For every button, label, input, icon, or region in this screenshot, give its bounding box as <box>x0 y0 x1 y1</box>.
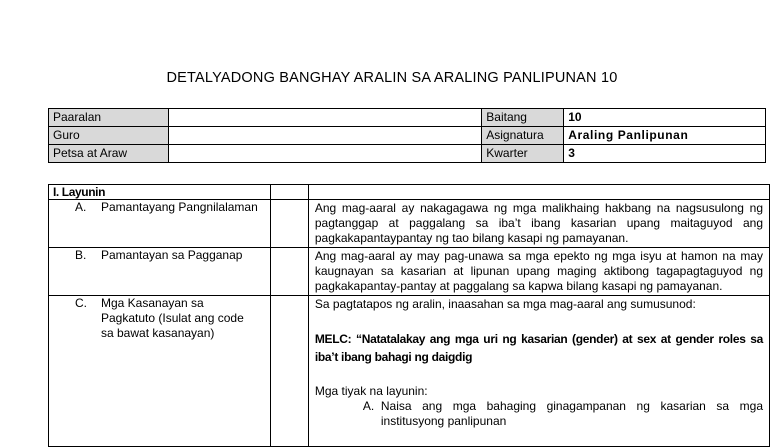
empty-cell <box>270 185 308 200</box>
table-row <box>49 296 770 447</box>
melc-text: MELC: “Natatalakay ang mga uri ng kasarian (gender) at sex at gender roles sa iba’t ibang bahagi ng daigdig <box>314 332 763 364</box>
info-table <box>48 108 766 163</box>
table-row <box>49 248 770 296</box>
table-row <box>49 109 766 127</box>
document-title: DETALYADONG BANGHAY ARALIN SA ARALING PANLIPUNAN 10 <box>166 70 618 86</box>
asignatura-label: Asignatura <box>482 127 564 145</box>
tiyak-heading: Mga tiyak na layunin: <box>314 384 428 398</box>
row-b-text: Ang mag-aaral ay may pag-unawa sa mga epekto ng mga isyu at hamon na may kaugnayan sa kasarian at lipunan upang maging aktibong tagapagtaguyod ng pagkakapantay-pantay at paggalang sa kapwa bilang kasapi ng pamayanan. <box>308 248 769 296</box>
row-b-label-cell <box>49 248 271 296</box>
baitang-label: Baitang <box>482 109 564 127</box>
empty-cell <box>270 296 308 447</box>
row-c-label-cell <box>49 296 271 447</box>
row-b-label: Pamantayan sa Pagganap <box>101 248 243 262</box>
table-row <box>49 200 770 248</box>
empty-cell <box>308 185 769 200</box>
row-c-content <box>308 296 769 447</box>
baitang-value: 10 <box>564 109 766 127</box>
sub-letter: A. <box>362 399 375 413</box>
table-row <box>49 185 770 200</box>
table-row <box>49 127 766 145</box>
petsa-label: Petsa at Araw <box>49 145 169 163</box>
table-row <box>49 145 766 163</box>
petsa-value <box>168 145 481 163</box>
layunin-header: I. Layunin <box>49 185 271 200</box>
kwarter-label: Kwarter <box>482 145 564 163</box>
row-b-letter: B. <box>75 248 87 262</box>
row-a-label-cell <box>49 200 271 248</box>
objectives-table <box>48 184 770 447</box>
row-a-letter: A. <box>75 200 87 214</box>
paaralan-label: Paaralan <box>49 109 169 127</box>
kwarter-value: 3 <box>564 145 766 163</box>
row-c-letter: C. <box>75 296 87 310</box>
empty-cell <box>270 200 308 248</box>
paaralan-value <box>168 109 481 127</box>
list-item <box>363 399 763 429</box>
sub-text: Naisa ang mga bahaging ginagampanan ng kasarian sa mga institusyong panlipunan <box>380 399 763 428</box>
asignatura-value: Araling Panlipunan <box>564 127 766 145</box>
row-a-text: Ang mag-aaral ay nakagagawa ng mga malikhaing hakbang na nagsusulong ng pagtanggap at paggalang sa iba’t ibang kasarian upang maitaguyod ang pagkakapantaypantay ng tao bilang kasapi ng pamayanan. <box>308 200 769 248</box>
guro-value <box>168 127 481 145</box>
row-c-label: Mga Kasanayan sa Pagkatuto (Isulat ang code sa bawat kasanayan) <box>101 296 244 340</box>
guro-label: Guro <box>49 127 169 145</box>
empty-cell <box>270 248 308 296</box>
row-c-intro: Sa pagtatapos ng aralin, inaasahan sa mga mag-aaral ang sumusunod: <box>314 297 696 311</box>
row-a-label: Pamantayang Pangnilalaman <box>101 200 258 214</box>
